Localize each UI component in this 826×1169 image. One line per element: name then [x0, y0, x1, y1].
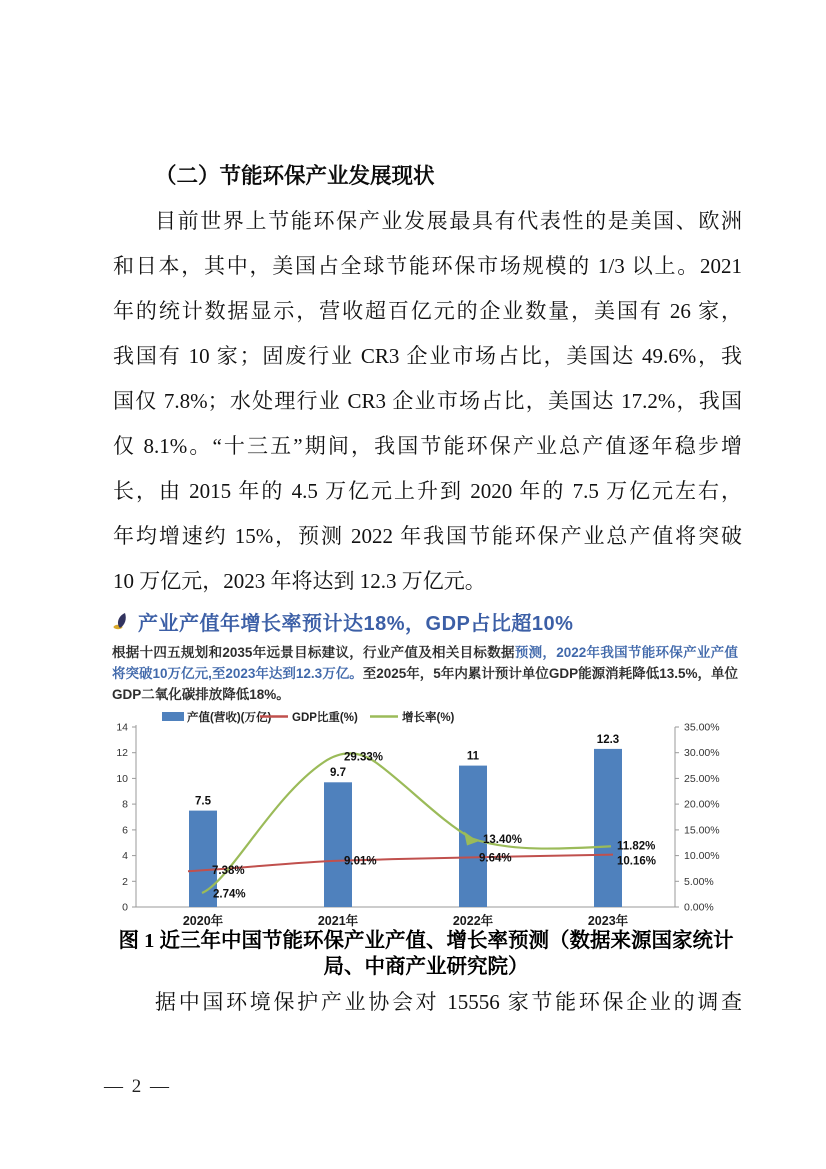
right-tick-label: 10.00%: [684, 850, 720, 863]
sprout-icon: [112, 612, 129, 630]
figure-block: [112, 606, 746, 938]
figure-subtitle-part3: 至2025年，5年内累计预计单位GDP能源消耗降低13.5%，单位GDP二氧化碳排放降低18%。: [112, 666, 739, 702]
growth-line: [202, 750, 611, 893]
x-category-label: 2020年: [182, 914, 224, 928]
section-heading: （二）节能环保产业发展现状: [155, 164, 435, 188]
figure-subtitle: [112, 642, 738, 705]
body-line: 和日本，其中，美国占全球节能环保市场规模的 1/3 以上。2021: [113, 254, 742, 278]
right-tick-label: 5.00%: [684, 875, 714, 888]
growth-label: 29.33%: [344, 751, 384, 764]
page-number: — 2 —: [104, 1076, 171, 1097]
body-line: 目前世界上节能环保产业发展最具有代表性的是美国、欧洲: [155, 209, 742, 233]
gdp-label: 7.38%: [212, 865, 245, 877]
body-line: 年均增速约 15%，预测 2022 年我国节能环保产业总产值将突破: [113, 524, 742, 548]
bar-value-label: 9.7: [330, 767, 346, 779]
left-tick-label: 14: [116, 721, 128, 734]
legend-swatch-bar: [162, 712, 184, 721]
bar-series: [189, 749, 622, 907]
x-category-label: 2021年: [317, 914, 359, 928]
figure-caption: [98, 928, 754, 980]
bar-2023: [594, 749, 622, 907]
growth-label: 2.74%: [213, 888, 246, 901]
left-tick-label: 6: [122, 824, 128, 837]
left-tick-label: 12: [116, 747, 128, 760]
body-line: 据中国环境保护产业协会对 15556 家节能环保企业的调查: [155, 990, 742, 1014]
body-line: 10 万亿元，2023 年将达到 12.3 万亿元。: [113, 569, 486, 593]
x-category-label: 2023年: [587, 914, 629, 928]
bar-value-label: 12.3: [596, 734, 620, 746]
right-tick-label: 30.00%: [684, 747, 720, 760]
body-line: 仅 8.1%。“十三五”期间，我国节能环保产业总产值逐年稳步增: [113, 434, 742, 458]
growth-label: 13.40%: [483, 834, 523, 846]
gdp-label: 10.16%: [617, 855, 657, 868]
growth-label: 11.82%: [617, 840, 656, 853]
figure-caption-line2: 局、中商产业研究院）: [323, 956, 529, 978]
bar-value-label: 11: [466, 750, 480, 763]
gdp-line: [188, 852, 613, 872]
figure-headline: [112, 606, 746, 636]
body-line: 我国有 10 家；固废行业 CR3 企业市场占比，美国达 49.6%，我: [113, 344, 742, 368]
legend-label-gdp: GDP比重(%): [292, 712, 358, 724]
right-tick-label: 35.00%: [684, 721, 720, 734]
right-tick-label: 25.00%: [684, 772, 720, 785]
figure-subtitle-highlight: 预测，2022年我国节能环保产业产值将突破10万亿元,至2023年达到12.3万亿。: [112, 645, 738, 681]
left-tick-label: 0: [122, 901, 128, 914]
left-tick-label: 2: [122, 875, 128, 888]
gdp-label: 9.64%: [479, 852, 512, 865]
body-line: 国仅 7.8%；水处理行业 CR3 企业市场占比，美国达 17.2%，我国: [113, 389, 742, 413]
body-line: 长，由 2015 年的 4.5 万亿元上升到 2020 年的 7.5 万亿元左右，: [113, 479, 742, 503]
right-axis-ticks: [675, 722, 720, 914]
body-text-block: [113, 154, 742, 604]
bar-2021: [324, 782, 352, 907]
bar-value-label: 7.5: [195, 795, 211, 808]
x-category-label: 2022年: [452, 914, 494, 928]
right-tick-label: 20.00%: [684, 798, 720, 811]
chart-canvas: [112, 705, 744, 933]
left-tick-label: 4: [122, 850, 128, 863]
left-axis-ticks: [116, 722, 136, 914]
figure-caption-line1: 图 1 近三年中国节能环保产业产值、增长率预测（数据来源国家统计: [118, 930, 734, 952]
right-tick-label: 15.00%: [684, 824, 720, 837]
gdp-label: 9.01%: [344, 855, 377, 868]
figure-subtitle-part1: 根据十四五规划和2035年远景目标建议，行业产值及相关目标数据: [112, 645, 515, 660]
figure-title: 产业产值年增长率预计达18%，GDP占比超10%: [138, 612, 574, 635]
body-line: 年的统计数据显示，营收超百亿元的企业数量，美国有 26 家，: [113, 299, 742, 323]
combo-chart: [112, 705, 746, 938]
left-tick-label: 10: [116, 772, 128, 785]
legend-label-bar: 产值(营收)(万亿): [187, 712, 272, 724]
right-tick-label: 0.00%: [684, 901, 714, 914]
left-tick-label: 8: [122, 798, 128, 811]
legend-label-growth: 增长率(%): [402, 712, 455, 724]
